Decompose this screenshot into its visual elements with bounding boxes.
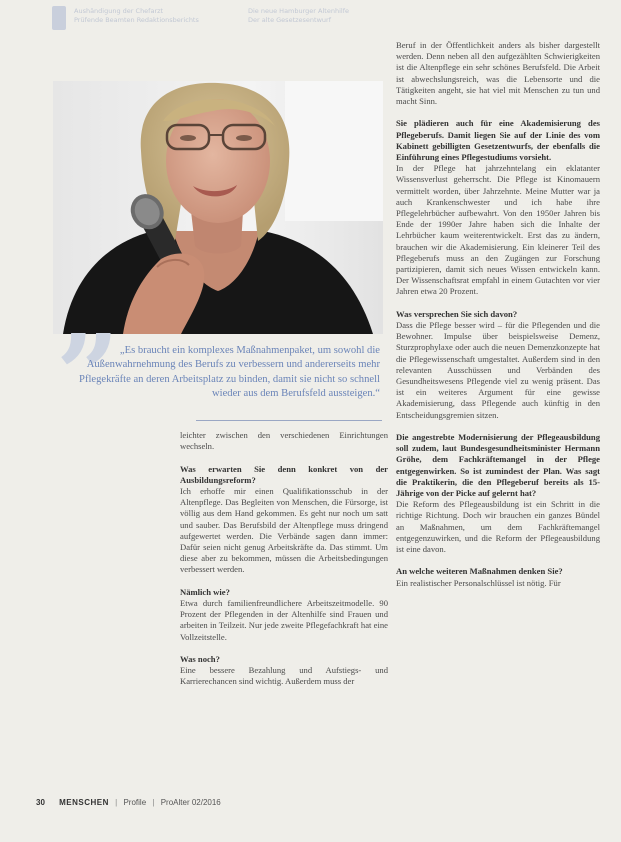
question-heading: Sie plädieren auch für eine Akademisierung des Pflegeberufs. Damit liegen Sie auf der Linie des vom Kabinett gebilligten Gesetzentwurfs, der ebenfalls die Einführung eines Pflegestudiums vorsieht. <box>396 118 600 163</box>
page-footer <box>36 798 221 807</box>
answer-paragraph: Dass die Pflege besser wird – für die Pflegenden und die Bewohner. Impulse über beispielsweise Demenz, Sturzprophylaxe oder auch die neuen Demenzkonzepte hat die Pflegewissenschaft umgestaltet. Außerdem sind in den relevanten Ausschüssen und Verbänden des Gesundheitswesens Pflegende viel zu wenig präsent. Das ist ein weiteres Argument für eine gewisse Akademisierung, dass Pflegende auch künftig in den Entscheidungsgremien sitzen. <box>396 320 600 420</box>
question-heading: Was erwarten Sie denn konkret von der Ausbildungsreform? <box>180 463 388 485</box>
answer-paragraph: Ich erhoffe mir einen Qualifikationsschub in der Altenpflege. Das Begleiten von Menschen, die Fürsorge, ist völlig aus dem Hand gekommen. Es geht nur noch um satt und sauber. Das Berufsbild der Altenpflege muss dringend aufgewertet werden. Die Verbände sagen dann immer: Dafür seien nicht genug Arbeitskräfte da. Das stimmt. Um diese aber zu bekommen, müssen die Arbeitsbedingungen verbessert werden. <box>180 486 388 575</box>
footer-separator: | <box>152 798 155 807</box>
answer-paragraph: In der Pflege hat jahrzehntelang ein eklatanter Wissensverlust geherrscht. Die Pflege ist Kinomauern vermittelt worden, über Jahrzehnte. Meine Mutter war ja auch Krankenschwester und ich habe ihre Pflegelehrbücher aufbewahrt. Von den 1950er Jahren bis Ende der 1990er Jahre haben sich die Inhalte der Lehrbücher kaum weiterentwickelt. Erst das zu ändern, brauchen wir die Akademisierung. Ein kleinerer Teil des Pflegeberufs muss an den Zugängen zur Forschung partizipieren, damit sich neues Wissen entwickeln kann. Der Wissenschaftsrat empfahl in einem Gutachten vor vier Jahren etwa 20 Prozent. <box>396 163 600 297</box>
left-column <box>180 430 388 699</box>
top-band-right-line: Die neue Hamburger Altenhilfe <box>248 7 349 15</box>
page-number: 30 <box>36 798 45 807</box>
answer-paragraph: Etwa durch familienfreundlichere Arbeitszeitmodelle. 90 Prozent der Pflegenden in der Altenhilfe sind Frauen und arbeiten in Teilzeit. Nur jede zweite Pflegefachkraft hat eine Vollzeitstelle. <box>180 598 388 642</box>
document-icon <box>52 6 66 30</box>
subsection-name: Profile <box>123 798 147 807</box>
question-heading: Die angestrebte Modernisierung der Pflegeausbildung soll zudem, laut Bundesgesundheitsminister Hermann Gröhe, dem Fachkräftemangel in der Pflege entgegenwirken. So ist zumindest der Plan. Was sagt die Praktikerin, die den Pflegeberuf bereits als 15-Jährige von der Picke auf gelernt hat? <box>396 432 600 499</box>
right-column <box>396 40 600 600</box>
left-intro: leichter zwischen den verschiedenen Einrichtungen wechseln. <box>180 430 388 452</box>
top-band <box>52 4 382 40</box>
question-heading: Was versprechen Sie sich davon? <box>396 308 518 319</box>
top-band-left-line: Aushändigung der Chefarzt <box>74 7 164 15</box>
portrait-photo <box>53 81 383 334</box>
top-band-right-line: Der alte Gesetzesentwurf <box>248 16 331 24</box>
footer-separator: | <box>115 798 118 807</box>
right-intro: Beruf in der Öffentlichkeit anders als bisher dargestellt werden. Denn neben all den aufgezählten Schwierigkeiten ist die Altenpflege ein sehr schönes Berufsfeld. Die Arbeit ist abwechslungsreich, was die Lebensorte und die Tätigkeiten angeht, sie hat viel mit Menschen zu tun und macht Sinn. <box>396 40 600 107</box>
top-band-left <box>74 7 224 25</box>
section-name: MENSCHEN <box>59 798 109 807</box>
pull-quote: „Es braucht ein komplexes Maßnahmenpaket, um sowohl die Außenwahrnehmung des Berufs zu verbessern und andererseits mehr Pflegekräfte an deren Arbeitsplatz zu binden, damit sie nicht so schnell wieder aus dem Berufsfeld aussteigen.“ <box>79 345 380 400</box>
question-heading: An welche weiteren Maßnahmen denken Sie? <box>396 566 563 577</box>
top-band-right <box>248 7 382 25</box>
answer-paragraph: Eine bessere Bezahlung und Aufstiegs- und Karrierechancen sind wichtig. Außerdem muss der <box>180 665 388 687</box>
pull-quote-rule <box>196 420 382 421</box>
answer-paragraph: Ein realistischer Personalschlüssel ist nötig. Für <box>396 577 561 588</box>
top-band-left-line: Prüfende Beamten Redaktionsberichts <box>74 16 199 24</box>
question-heading: Was noch? <box>180 654 220 665</box>
question-heading: Nämlich wie? <box>180 586 230 597</box>
woman-speaking-into-microphone-photo <box>53 81 383 334</box>
issue-label: ProAlter 02/2016 <box>160 798 221 807</box>
answer-paragraph: Die Reform des Pflegeausbildung ist ein Schritt in die richtige Richtung. Doch wir brauchen ein ganzes Bündel an Maßnahmen, um dem Fachkräftemangel entgegenzuwirken, und die Reform der Pflegeausbildung ist eine davon. <box>396 499 600 555</box>
quote-mark-icon: ” <box>56 310 120 439</box>
